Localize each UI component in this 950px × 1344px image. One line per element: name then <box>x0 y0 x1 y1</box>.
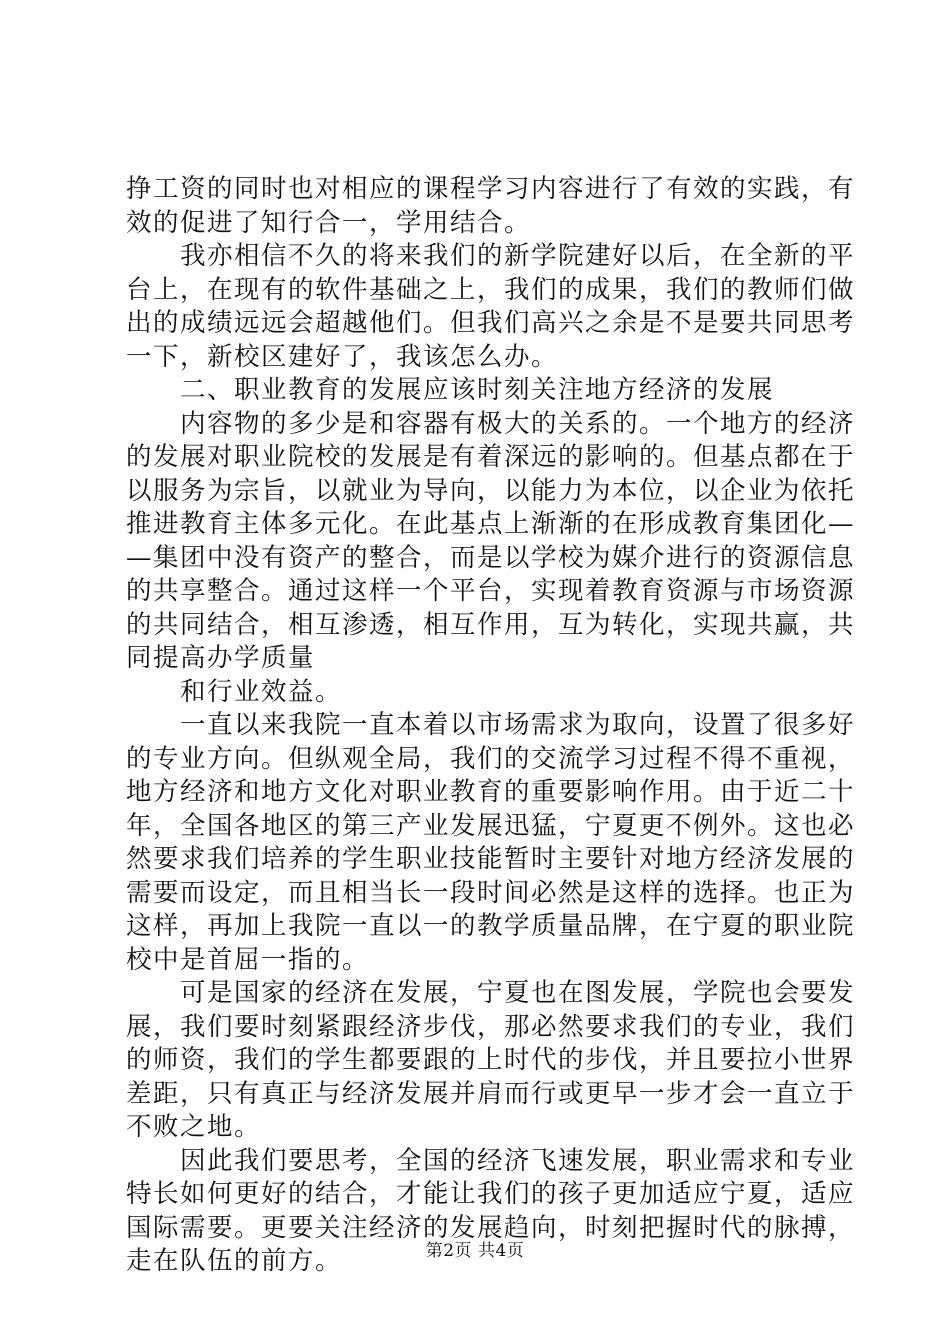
body-text-line: 出的成绩远远会超越他们。但我们高兴之余是不是要共同思考 <box>126 308 856 338</box>
body-text-line: 不败之地。 <box>126 1112 262 1142</box>
body-text-line: —集团中没有资产的整合，而是以学校为媒介进行的资源信息 <box>126 543 856 573</box>
body-text-line: 的发展对职业院校的发展是有着深远的影响的。但基点都在于 <box>126 442 856 472</box>
body-text-line: 特长如何更好的结合，才能让我们的孩子更加适应宁夏，适应 <box>126 1179 856 1209</box>
body-text-line: 的共享整合。通过这样一个平台，实现着教育资源与市场资源 <box>126 576 856 606</box>
body-text-line: 然要求我们培养的学生职业技能暂时主要针对地方经济发展的 <box>126 844 856 874</box>
body-text-line: 效的促进了知行合一，学用结合。 <box>126 208 532 238</box>
body-text-line: 地方经济和地方文化对职业教育的重要影响作用。由于近二十 <box>126 777 856 807</box>
body-text-line: 台上，在现有的软件基础之上，我们的成果，我们的教师们做 <box>126 275 856 305</box>
body-text-line: 一直以来我院一直本着以市场需求为取向，设置了很多好 <box>126 710 856 740</box>
body-text-line: 我亦相信不久的将来我们的新学院建好以后，在全新的平 <box>126 241 856 271</box>
body-text-line: 的共同结合，相互渗透，相互作用，互为转化，实现共赢，共 <box>126 610 856 640</box>
body-text-line: 推进教育主体多元化。在此基点上渐渐的在形成教育集团化— <box>126 509 856 539</box>
body-text-line: 挣工资的同时也对相应的课程学习内容进行了有效的实践，有 <box>126 174 856 204</box>
body-text-line: 展，我们要时刻紧跟经济步伐，那必然要求我们的专业，我们 <box>126 1012 856 1042</box>
body-text-line: 以服务为宗旨，以就业为导向，以能力为本位，以企业为依托 <box>126 476 856 506</box>
body-text-line: 国际需要。更要关注经济的发展趋向，时刻把握时代的脉搏， <box>126 1213 856 1243</box>
body-text-line: 的师资，我们的学生都要跟的上时代的步伐，并且要拉小世界 <box>126 1045 856 1075</box>
body-text-line: 这样，再加上我院一直以一的教学质量品牌，在宁夏的职业院 <box>126 911 856 941</box>
body-text-line: 可是国家的经济在发展，宁夏也在图发展，学院也会要发 <box>126 978 856 1008</box>
body-text-line: 年，全国各地区的第三产业发展迅猛，宁夏更不例外。这也必 <box>126 811 856 841</box>
body-text-line: 校中是首屈一指的。 <box>126 945 370 975</box>
body-text-line: 和行业效益。 <box>126 677 343 707</box>
section-heading: 二、职业教育的发展应该时刻关注地方经济的发展 <box>126 375 775 405</box>
page-footer: 第2页 共4页 <box>425 1241 525 1261</box>
body-text-line: 的专业方向。但纵观全局，我们的交流学习过程不得不重视， <box>126 744 856 774</box>
body-text-line: 需要而设定，而且相当长一段时间必然是这样的选择。也正为 <box>126 878 856 908</box>
body-text-line: 内容物的多少是和容器有极大的关系的。一个地方的经济 <box>126 409 856 439</box>
body-text-line: 一下，新校区建好了，我该怎么办。 <box>126 342 559 372</box>
body-text-line: 同提高办学质量 <box>126 643 316 673</box>
body-text-line: 差距，只有真正与经济发展并肩而行或更早一步才会一直立于 <box>126 1079 856 1109</box>
body-text-line: 因此我们要思考，全国的经济飞速发展，职业需求和专业 <box>126 1146 856 1176</box>
body-text-line: 走在队伍的前方。 <box>126 1246 343 1276</box>
